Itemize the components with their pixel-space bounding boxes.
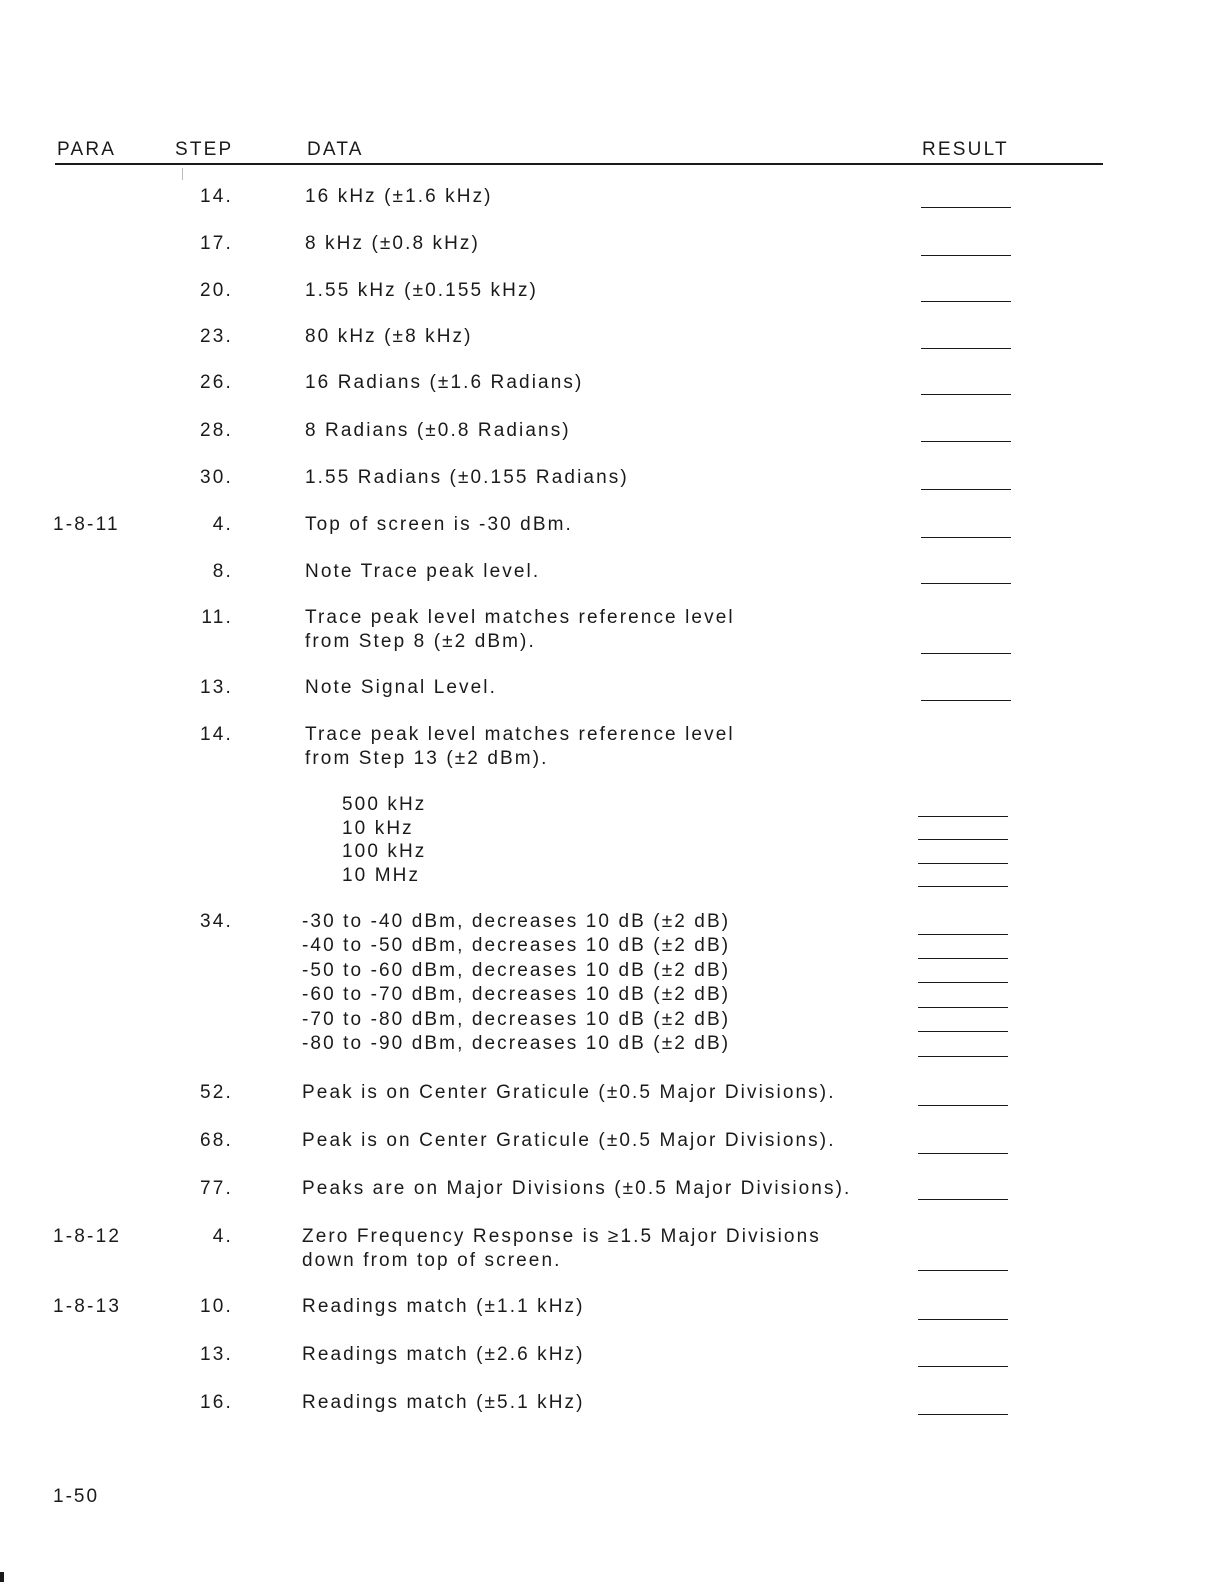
- result-blank[interactable]: [918, 1153, 1008, 1154]
- data-text: Readings match (±5.1 kHz): [302, 1392, 585, 1413]
- page-number: 1-50: [53, 1486, 100, 1507]
- result-blank[interactable]: [918, 839, 1008, 840]
- result-blank[interactable]: [921, 348, 1011, 349]
- step-number: 26.: [199, 372, 233, 393]
- result-blank[interactable]: [921, 394, 1011, 395]
- result-blank[interactable]: [918, 982, 1008, 983]
- para-number: 1-8-11: [53, 514, 120, 535]
- header-rule: [55, 163, 1103, 165]
- result-blank[interactable]: [918, 1007, 1008, 1008]
- step-number: 4.: [212, 514, 233, 535]
- result-blank[interactable]: [921, 255, 1011, 256]
- step-number: 16.: [199, 1392, 233, 1413]
- result-blank[interactable]: [921, 700, 1011, 701]
- result-blank[interactable]: [918, 1366, 1008, 1367]
- step-number: 17.: [199, 233, 233, 254]
- step-number: 8.: [212, 561, 233, 582]
- para-number: 1-8-12: [53, 1226, 122, 1247]
- data-text: Note Trace peak level.: [305, 561, 541, 582]
- data-text: 16 kHz (±1.6 kHz): [305, 186, 493, 207]
- step-number: 23.: [199, 326, 233, 347]
- data-text: Peak is on Center Graticule (±0.5 Major Divisions).: [302, 1130, 836, 1151]
- result-blank[interactable]: [918, 816, 1008, 817]
- result-blank[interactable]: [918, 886, 1008, 887]
- data-text: 80 kHz (±8 kHz): [305, 326, 473, 347]
- result-blank[interactable]: [918, 1105, 1008, 1106]
- data-text: 16 Radians (±1.6 Radians): [305, 372, 584, 393]
- data-text: Trace peak level matches reference level from Step 13 (±2 dBm).: [305, 724, 735, 769]
- para-number: 1-8-13: [53, 1296, 122, 1317]
- result-blank[interactable]: [921, 537, 1011, 538]
- data-text: Zero Frequency Response is ≥1.5 Major Divisions down from top of screen.: [302, 1226, 821, 1271]
- result-blank[interactable]: [921, 441, 1011, 442]
- step-number: 77.: [199, 1178, 233, 1199]
- result-blank[interactable]: [918, 1414, 1008, 1415]
- result-blank[interactable]: [918, 1199, 1008, 1200]
- step-number: 52.: [199, 1082, 233, 1103]
- result-blank[interactable]: [918, 1031, 1008, 1032]
- scan-edge-mark: [0, 1572, 4, 1582]
- data-text: 8 kHz (±0.8 kHz): [305, 233, 480, 254]
- data-text: Peak is on Center Graticule (±0.5 Major Divisions).: [302, 1082, 836, 1103]
- result-blank[interactable]: [918, 1319, 1008, 1320]
- step-number: 14.: [199, 724, 233, 745]
- result-blank[interactable]: [918, 1270, 1008, 1271]
- step-number: 13.: [199, 677, 233, 698]
- header-step: STEP: [175, 139, 234, 160]
- frequency-item: 100 kHz: [342, 841, 427, 862]
- result-blank[interactable]: [921, 653, 1011, 654]
- data-text: Readings match (±2.6 kHz): [302, 1344, 585, 1365]
- data-text: 8 Radians (±0.8 Radians): [305, 420, 571, 441]
- result-blank[interactable]: [921, 583, 1011, 584]
- header-data: DATA: [307, 139, 364, 160]
- step-number: 11.: [201, 607, 233, 628]
- step-number: 34.: [199, 911, 233, 932]
- scan-tick-mark: [182, 168, 183, 180]
- data-text: -30 to -40 dBm, decreases 10 dB (±2 dB) -40 to -50 dBm, decreases 10 dB (±2 dB) -50 to -60 dBm, decreases 10 dB (±2 dB) -60 to -70 dBm, decreases 10 dB (±2 dB) -70 to -80 dBm, decreases 10 dB (±2 dB) -80 to -90 dBm, decreases 10 dB (±2 dB): [302, 911, 731, 1055]
- data-text: Trace peak level matches reference level from Step 8 (±2 dBm).: [305, 607, 735, 652]
- result-blank[interactable]: [918, 958, 1008, 959]
- data-text: Top of screen is -30 dBm.: [305, 514, 573, 535]
- step-number: 28.: [199, 420, 233, 441]
- step-number: 30.: [199, 467, 233, 488]
- header-result: RESULT: [922, 139, 1009, 160]
- step-number: 68.: [199, 1130, 233, 1151]
- data-text: 1.55 kHz (±0.155 kHz): [305, 280, 538, 301]
- result-blank[interactable]: [918, 1056, 1008, 1057]
- step-number: 10.: [199, 1296, 233, 1317]
- step-number: 4.: [212, 1226, 233, 1247]
- step-number: 20.: [199, 280, 233, 301]
- step-number: 13.: [199, 1344, 233, 1365]
- result-blank[interactable]: [921, 207, 1011, 208]
- result-blank[interactable]: [921, 489, 1011, 490]
- result-blank[interactable]: [918, 863, 1008, 864]
- frequency-item: 500 kHz: [342, 794, 427, 815]
- result-blank[interactable]: [921, 301, 1011, 302]
- data-text: Peaks are on Major Divisions (±0.5 Major Divisions).: [302, 1178, 852, 1199]
- data-text: Note Signal Level.: [305, 677, 498, 698]
- frequency-item: 10 MHz: [342, 864, 421, 886]
- step-number: 14.: [199, 186, 233, 207]
- data-text: Readings match (±1.1 kHz): [302, 1296, 585, 1317]
- frequency-item: 10 kHz: [342, 817, 414, 839]
- data-text: 1.55 Radians (±0.155 Radians): [305, 467, 629, 488]
- header-para: PARA: [57, 139, 117, 160]
- result-blank[interactable]: [918, 934, 1008, 935]
